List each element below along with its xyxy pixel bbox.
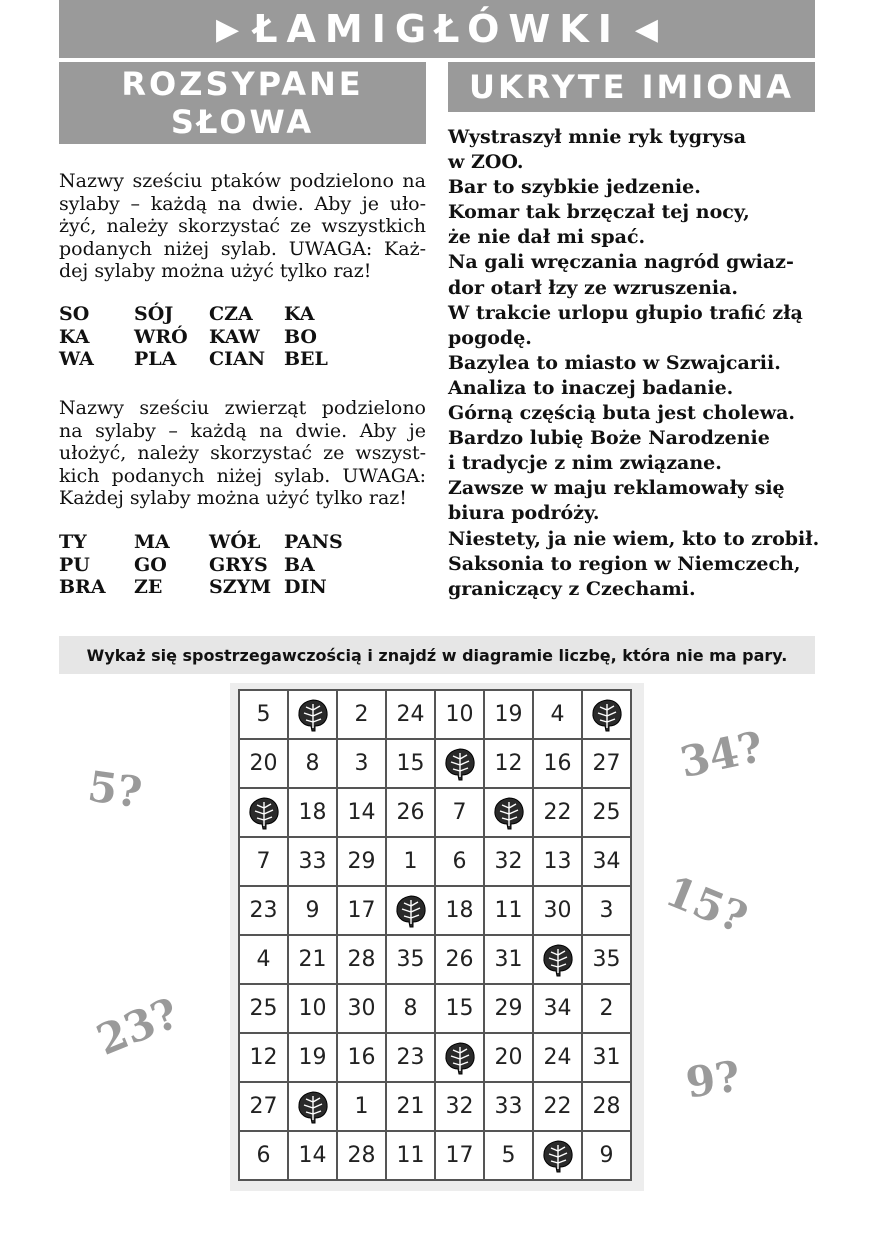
syllable: WRÓ <box>134 325 188 348</box>
decoration-question: 15? <box>658 866 755 943</box>
grid-number-cell: 16 <box>533 739 582 788</box>
syllable: PLA <box>134 348 177 370</box>
syllable: KAW <box>209 325 260 348</box>
syllable: CZA <box>209 303 253 325</box>
grid-number-cell: 32 <box>484 837 533 886</box>
grid-number-cell: 15 <box>435 984 484 1033</box>
instruction-text: Wykaż się spostrzegawczością i znajdź w diagramie liczbę, która nie ma pary. <box>86 645 788 665</box>
grid-number-cell: 8 <box>288 739 337 788</box>
leaf-icon <box>386 886 435 935</box>
syllable-row <box>59 348 359 371</box>
syllable-row <box>59 326 359 349</box>
grid-number-cell: 29 <box>337 837 386 886</box>
grid-number-cell: 3 <box>337 739 386 788</box>
rozsypane-slowa-header <box>59 62 426 144</box>
grid-number-cell: 17 <box>435 1131 484 1180</box>
hidden-name-sentence-line: Bardzo lubię Boże Narodzenie <box>448 427 770 450</box>
grid-number-cell: 5 <box>484 1131 533 1180</box>
grid-number-cell: 7 <box>435 788 484 837</box>
grid-number-cell: 22 <box>533 1082 582 1131</box>
grid-row <box>239 788 631 837</box>
grid-row <box>239 886 631 935</box>
ukryte-imiona-header <box>448 62 815 112</box>
syllable: BA <box>284 553 315 576</box>
grid-number-cell: 7 <box>239 837 288 886</box>
leaf-icon <box>435 1033 484 1082</box>
grid-number-cell: 15 <box>386 739 435 788</box>
grid-number-cell: 11 <box>386 1131 435 1180</box>
grid-row <box>239 837 631 886</box>
grid-number-cell: 25 <box>239 984 288 1033</box>
grid-row <box>239 1033 631 1082</box>
syllable: CIAN <box>209 348 266 370</box>
grid-number-cell: 28 <box>337 1131 386 1180</box>
syllable: BRA <box>59 576 106 598</box>
grid-number-cell: 17 <box>337 886 386 935</box>
grid-number-cell: 6 <box>239 1131 288 1180</box>
hidden-name-sentence-line: Niestety, ja nie wiem, kto to zrobił. <box>448 527 820 550</box>
leaf-icon <box>288 1082 337 1131</box>
grid-row <box>239 690 631 739</box>
left-triangle-icon: ◀ <box>634 11 658 47</box>
grid-number-cell: 28 <box>337 935 386 984</box>
banner-title: ŁAMIGŁÓWKI <box>253 7 621 51</box>
grid-number-cell: 18 <box>288 788 337 837</box>
leaf-icon <box>533 1131 582 1180</box>
grid-number-cell: 33 <box>288 837 337 886</box>
syllable: WA <box>59 348 94 370</box>
syllable: GRYS <box>209 553 268 576</box>
syllable: WÓŁ <box>209 531 261 553</box>
grid-number-cell: 14 <box>337 788 386 837</box>
birds-instructions: Nazwy sześciu ptaków podzielono na sylaby – każdą na dwie. Aby je uło- żyć, należy skorzystać ze wszystkich podanych niżej sylab. UWAGA: Każ- dej sylaby można użyć tylko raz! <box>59 170 426 282</box>
grid-number-cell: 34 <box>582 837 631 886</box>
hidden-names-text <box>448 125 828 602</box>
grid-number-cell: 18 <box>435 886 484 935</box>
syllable: PANS <box>284 531 343 553</box>
leaf-icon <box>533 935 582 984</box>
grid-number-cell: 30 <box>337 984 386 1033</box>
grid-number-cell: 4 <box>533 690 582 739</box>
grid-number-cell: 26 <box>435 935 484 984</box>
number-puzzle-instruction <box>59 636 815 674</box>
grid-number-cell: 6 <box>435 837 484 886</box>
hidden-name-sentence-line: W trakcie urlopu głupio trafić złą <box>448 301 803 324</box>
grid-number-cell: 8 <box>386 984 435 1033</box>
animals-instructions: Nazwy sześciu zwierząt podzielono na sylaby – każdą na dwie. Aby je ułożyć, należy skorzystać ze wszyst- kich podanych niżej sylab. UWAGA: Każdej sylaby można użyć tylko raz! <box>59 397 426 509</box>
syllable: GO <box>134 553 167 576</box>
grid-number-cell: 31 <box>484 935 533 984</box>
hidden-name-sentence-line: Zawsze w maju reklamowały się <box>448 477 785 500</box>
grid-number-cell: 30 <box>533 886 582 935</box>
syllable-row <box>59 303 359 326</box>
grid-number-cell: 2 <box>582 984 631 1033</box>
syllable: SZYM <box>209 576 272 598</box>
hidden-name-sentence-line: biura podróży. <box>448 502 600 525</box>
grid-number-cell: 9 <box>582 1131 631 1180</box>
hidden-name-sentence-line: Analiza to inaczej badanie. <box>448 376 734 399</box>
syllable: TY <box>59 531 87 553</box>
grid-number-cell: 26 <box>386 788 435 837</box>
bird-syllables-table <box>59 303 359 371</box>
grid-number-cell: 2 <box>337 690 386 739</box>
syllable-row <box>59 531 359 554</box>
grid-number-cell: 35 <box>582 935 631 984</box>
syllable: SO <box>59 303 90 325</box>
grid-row <box>239 739 631 788</box>
grid-number-cell: 27 <box>239 1082 288 1131</box>
grid-number-cell: 1 <box>386 837 435 886</box>
grid-number-cell: 22 <box>533 788 582 837</box>
grid-number-cell: 21 <box>288 935 337 984</box>
grid-number-cell: 33 <box>484 1082 533 1131</box>
leaf-icon <box>239 788 288 837</box>
grid-number-cell: 5 <box>239 690 288 739</box>
grid-row <box>239 1082 631 1131</box>
header-line-2: SŁOWA <box>170 103 315 141</box>
hidden-name-sentence-line: Saksonia to region w Niemczech, <box>448 552 801 575</box>
grid-number-cell: 12 <box>239 1033 288 1082</box>
hidden-name-sentence-line: Na gali wręczania nagród gwiaz- <box>448 251 794 274</box>
page-banner <box>59 0 815 58</box>
header-title: UKRYTE IMIONA <box>468 68 795 106</box>
decoration-question: 23? <box>89 988 186 1065</box>
right-triangle-icon: ▶ <box>216 11 240 47</box>
grid-row <box>239 984 631 1033</box>
grid-number-cell: 4 <box>239 935 288 984</box>
grid-number-cell: 34 <box>533 984 582 1033</box>
syllable: BEL <box>284 348 328 370</box>
grid-number-cell: 1 <box>337 1082 386 1131</box>
grid-number-cell: 25 <box>582 788 631 837</box>
animal-syllables-table <box>59 531 359 599</box>
syllable: MA <box>134 531 170 553</box>
hidden-name-sentence-line: i tradycje z nim związane. <box>448 452 722 475</box>
grid-number-cell: 35 <box>386 935 435 984</box>
syllable-row <box>59 576 359 599</box>
grid-number-cell: 11 <box>484 886 533 935</box>
grid-number-cell: 24 <box>533 1033 582 1082</box>
grid-row <box>239 1131 631 1180</box>
grid-number-cell: 27 <box>582 739 631 788</box>
syllable: BO <box>284 325 317 348</box>
grid-number-cell: 13 <box>533 837 582 886</box>
hidden-name-sentence-line: że nie dał mi spać. <box>448 226 646 249</box>
grid-row <box>239 935 631 984</box>
grid-number-cell: 10 <box>435 690 484 739</box>
grid-number-cell: 9 <box>288 886 337 935</box>
number-grid <box>238 689 632 1181</box>
grid-number-cell: 29 <box>484 984 533 1033</box>
hidden-name-sentence-line: graniczący z Czechami. <box>448 577 696 600</box>
grid-number-cell: 24 <box>386 690 435 739</box>
hidden-name-sentence-line: Wystraszył mnie ryk tygrysa <box>448 126 747 148</box>
grid-number-cell: 3 <box>582 886 631 935</box>
grid-number-cell: 23 <box>239 886 288 935</box>
syllable: SÓJ <box>134 303 174 325</box>
leaf-icon <box>582 690 631 739</box>
number-grid-diagram <box>230 683 644 1191</box>
hidden-name-sentence-line: Bar to szybkie jedzenie. <box>448 176 701 199</box>
grid-number-cell: 23 <box>386 1033 435 1082</box>
syllable: DIN <box>284 576 327 598</box>
decoration-question: 5? <box>84 761 145 818</box>
grid-number-cell: 20 <box>239 739 288 788</box>
syllable: PU <box>59 553 90 576</box>
grid-number-cell: 19 <box>288 1033 337 1082</box>
syllable: ZE <box>134 576 163 598</box>
hidden-name-sentence-line: w ZOO. <box>448 151 524 174</box>
grid-number-cell: 32 <box>435 1082 484 1131</box>
grid-number-cell: 31 <box>582 1033 631 1082</box>
grid-number-cell: 19 <box>484 690 533 739</box>
hidden-name-sentence-line: Komar tak brzęczał tej nocy, <box>448 201 750 224</box>
header-line-1: ROZSYPANE <box>121 65 364 103</box>
grid-number-cell: 16 <box>337 1033 386 1082</box>
hidden-name-sentence-line: dor otarł łzy ze wzruszenia. <box>448 276 739 299</box>
leaf-icon <box>435 739 484 788</box>
grid-number-cell: 14 <box>288 1131 337 1180</box>
syllable-row <box>59 554 359 577</box>
hidden-name-sentence-line: pogodę. <box>448 326 532 349</box>
decoration-question: 9? <box>682 1051 743 1108</box>
hidden-name-sentence-line: Bazylea to miasto w Szwajcarii. <box>448 351 781 374</box>
grid-number-cell: 28 <box>582 1082 631 1131</box>
decoration-question: 34? <box>675 721 768 788</box>
leaf-icon <box>288 690 337 739</box>
grid-number-cell: 12 <box>484 739 533 788</box>
hidden-name-sentence-line: Górną częścią buta jest cholewa. <box>448 402 796 425</box>
syllable: KA <box>59 325 90 348</box>
grid-number-cell: 10 <box>288 984 337 1033</box>
grid-number-cell: 21 <box>386 1082 435 1131</box>
grid-number-cell: 20 <box>484 1033 533 1082</box>
leaf-icon <box>484 788 533 837</box>
syllable: KA <box>284 303 315 325</box>
